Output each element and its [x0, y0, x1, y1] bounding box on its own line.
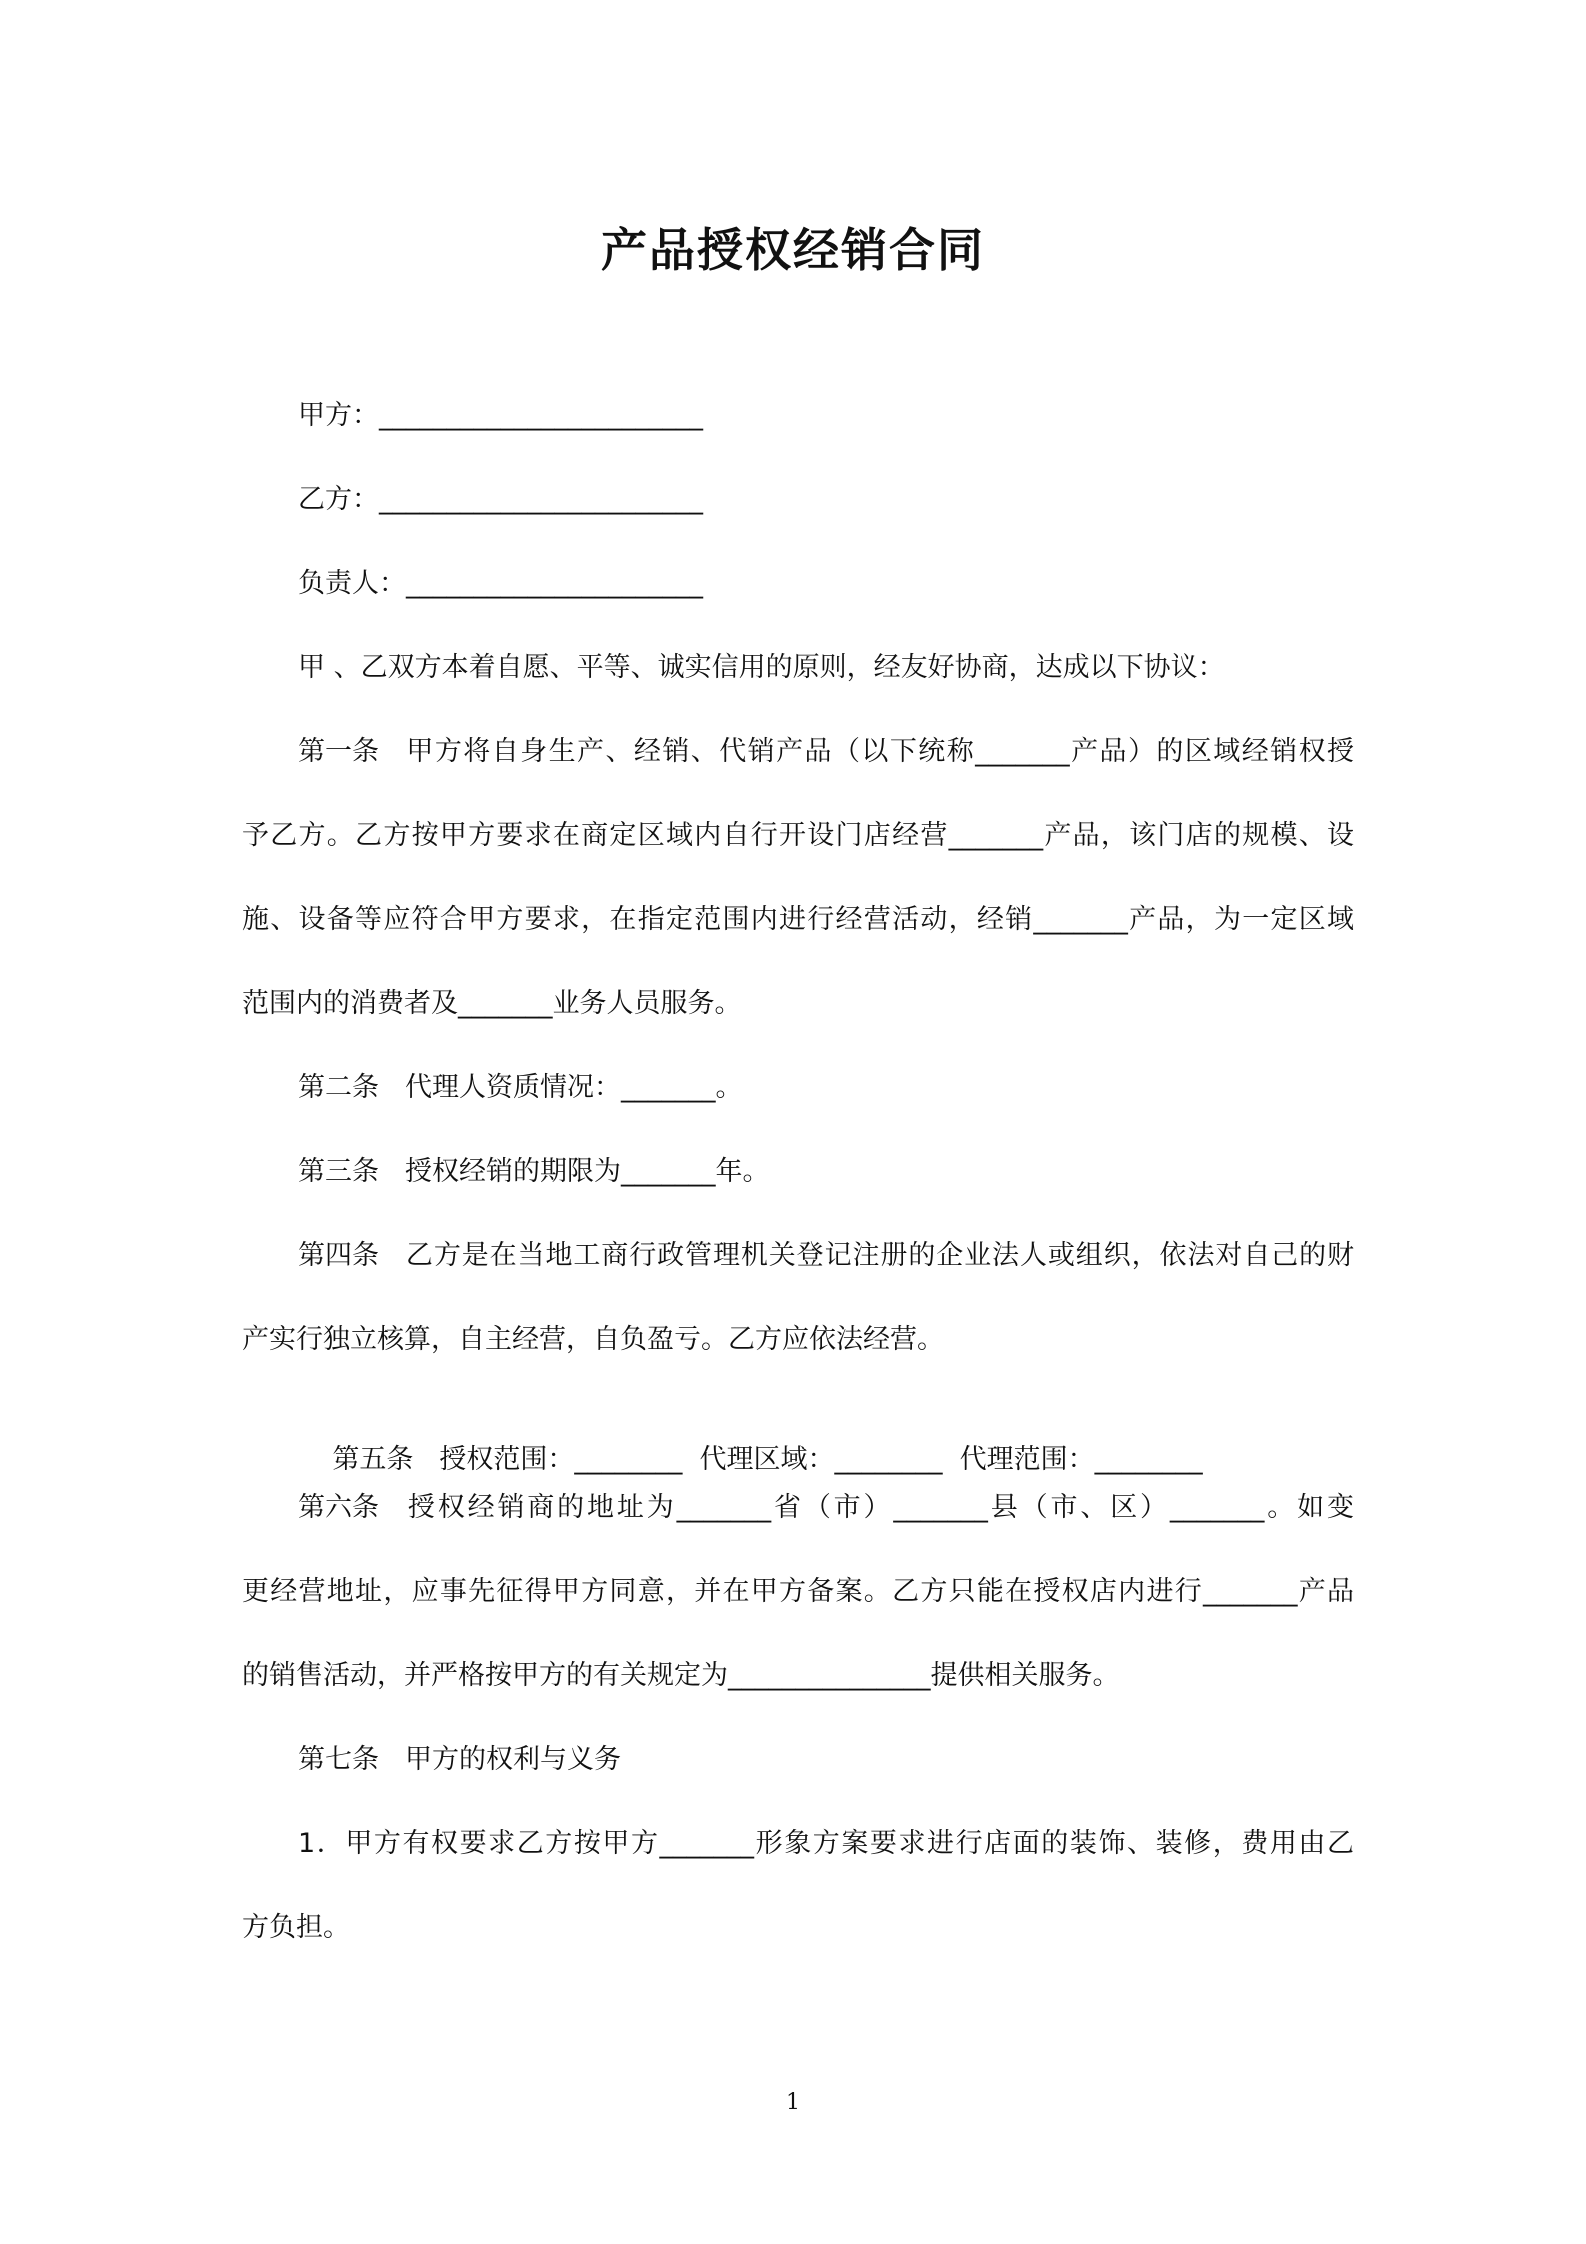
article-2-text: 代理人资质情况：_______。 [405, 1072, 743, 1103]
article-6-label: 第六条 [298, 1492, 379, 1523]
intro-paragraph: 甲 、乙双方本着自愿、平等、诚实信用的原则，经友好协商，达成以下协议： [298, 652, 1225, 683]
article-5-label: 第五条 [332, 1444, 414, 1475]
page-number: 1 [786, 2090, 800, 2115]
item-1-line-1: 1．甲方有权要求乙方按甲方_______形象方案要求进行店面的装饰、装修，费用由乙 [298, 1828, 1354, 1859]
article-4-line-2: 产实行独立核算，自主经营，自负盈亏。乙方应依法经营。 [242, 1324, 944, 1355]
party-b-line: 乙方：________________________ [298, 484, 703, 515]
article-4-text-1: 乙方是在当地工商行政管理机关登记注册的企业法人或组织，依法对自己的财 [405, 1240, 1354, 1271]
article-7 [298, 1742, 621, 1778]
article-4-label: 第四条 [298, 1240, 379, 1271]
article-1-line-2: 予乙方。乙方按甲方要求在商定区域内自行开设门店经营_______产品，该门店的规模、设 [242, 820, 1354, 851]
article-7-label: 第七条 [298, 1744, 379, 1775]
item-1-line-2: 方负担。 [242, 1912, 350, 1943]
article-6-line-3: 的销售活动，并严格按甲方的有关规定为_______________提供相关服务。 [242, 1660, 1120, 1691]
article-6-line-2: 更经营地址，应事先征得甲方同意，并在甲方备案。乙方只能在授权店内进行_______产品 [242, 1576, 1354, 1607]
article-6-line-1 [298, 1490, 1354, 1526]
article-1-line-3: 施、设备等应符合甲方要求，在指定范围内进行经营活动，经销_______产品，为一定区域 [242, 904, 1354, 935]
article-3-text: 授权经销的期限为_______年。 [405, 1156, 770, 1187]
article-1-text-1: 甲方将自身生产、经销、代销产品（以下统称_______产品）的区域经销权授 [405, 736, 1354, 767]
article-1-line-1 [298, 734, 1354, 770]
article-2-label: 第二条 [298, 1072, 379, 1103]
party-a-line: 甲方：________________________ [298, 400, 703, 431]
document-title: 产品授权经销合同 [601, 223, 985, 277]
article-3 [298, 1154, 770, 1190]
article-4-line-1 [298, 1238, 1354, 1274]
article-6-text-1: 授权经销商的地址为_______省（市）_______县（市、区）_______。如变 [405, 1492, 1354, 1523]
article-1-label: 第一条 [298, 736, 379, 767]
responsible-person-line: 负责人：______________________ [298, 568, 703, 599]
article-5-text: 授权范围：________ 代理区域：________ 代理范围：________ [439, 1444, 1203, 1475]
article-1-line-4: 范围内的消费者及_______业务人员服务。 [242, 988, 742, 1019]
article-2 [298, 1070, 743, 1106]
article-3-label: 第三条 [298, 1156, 379, 1187]
article-7-text: 甲方的权利与义务 [405, 1744, 621, 1775]
